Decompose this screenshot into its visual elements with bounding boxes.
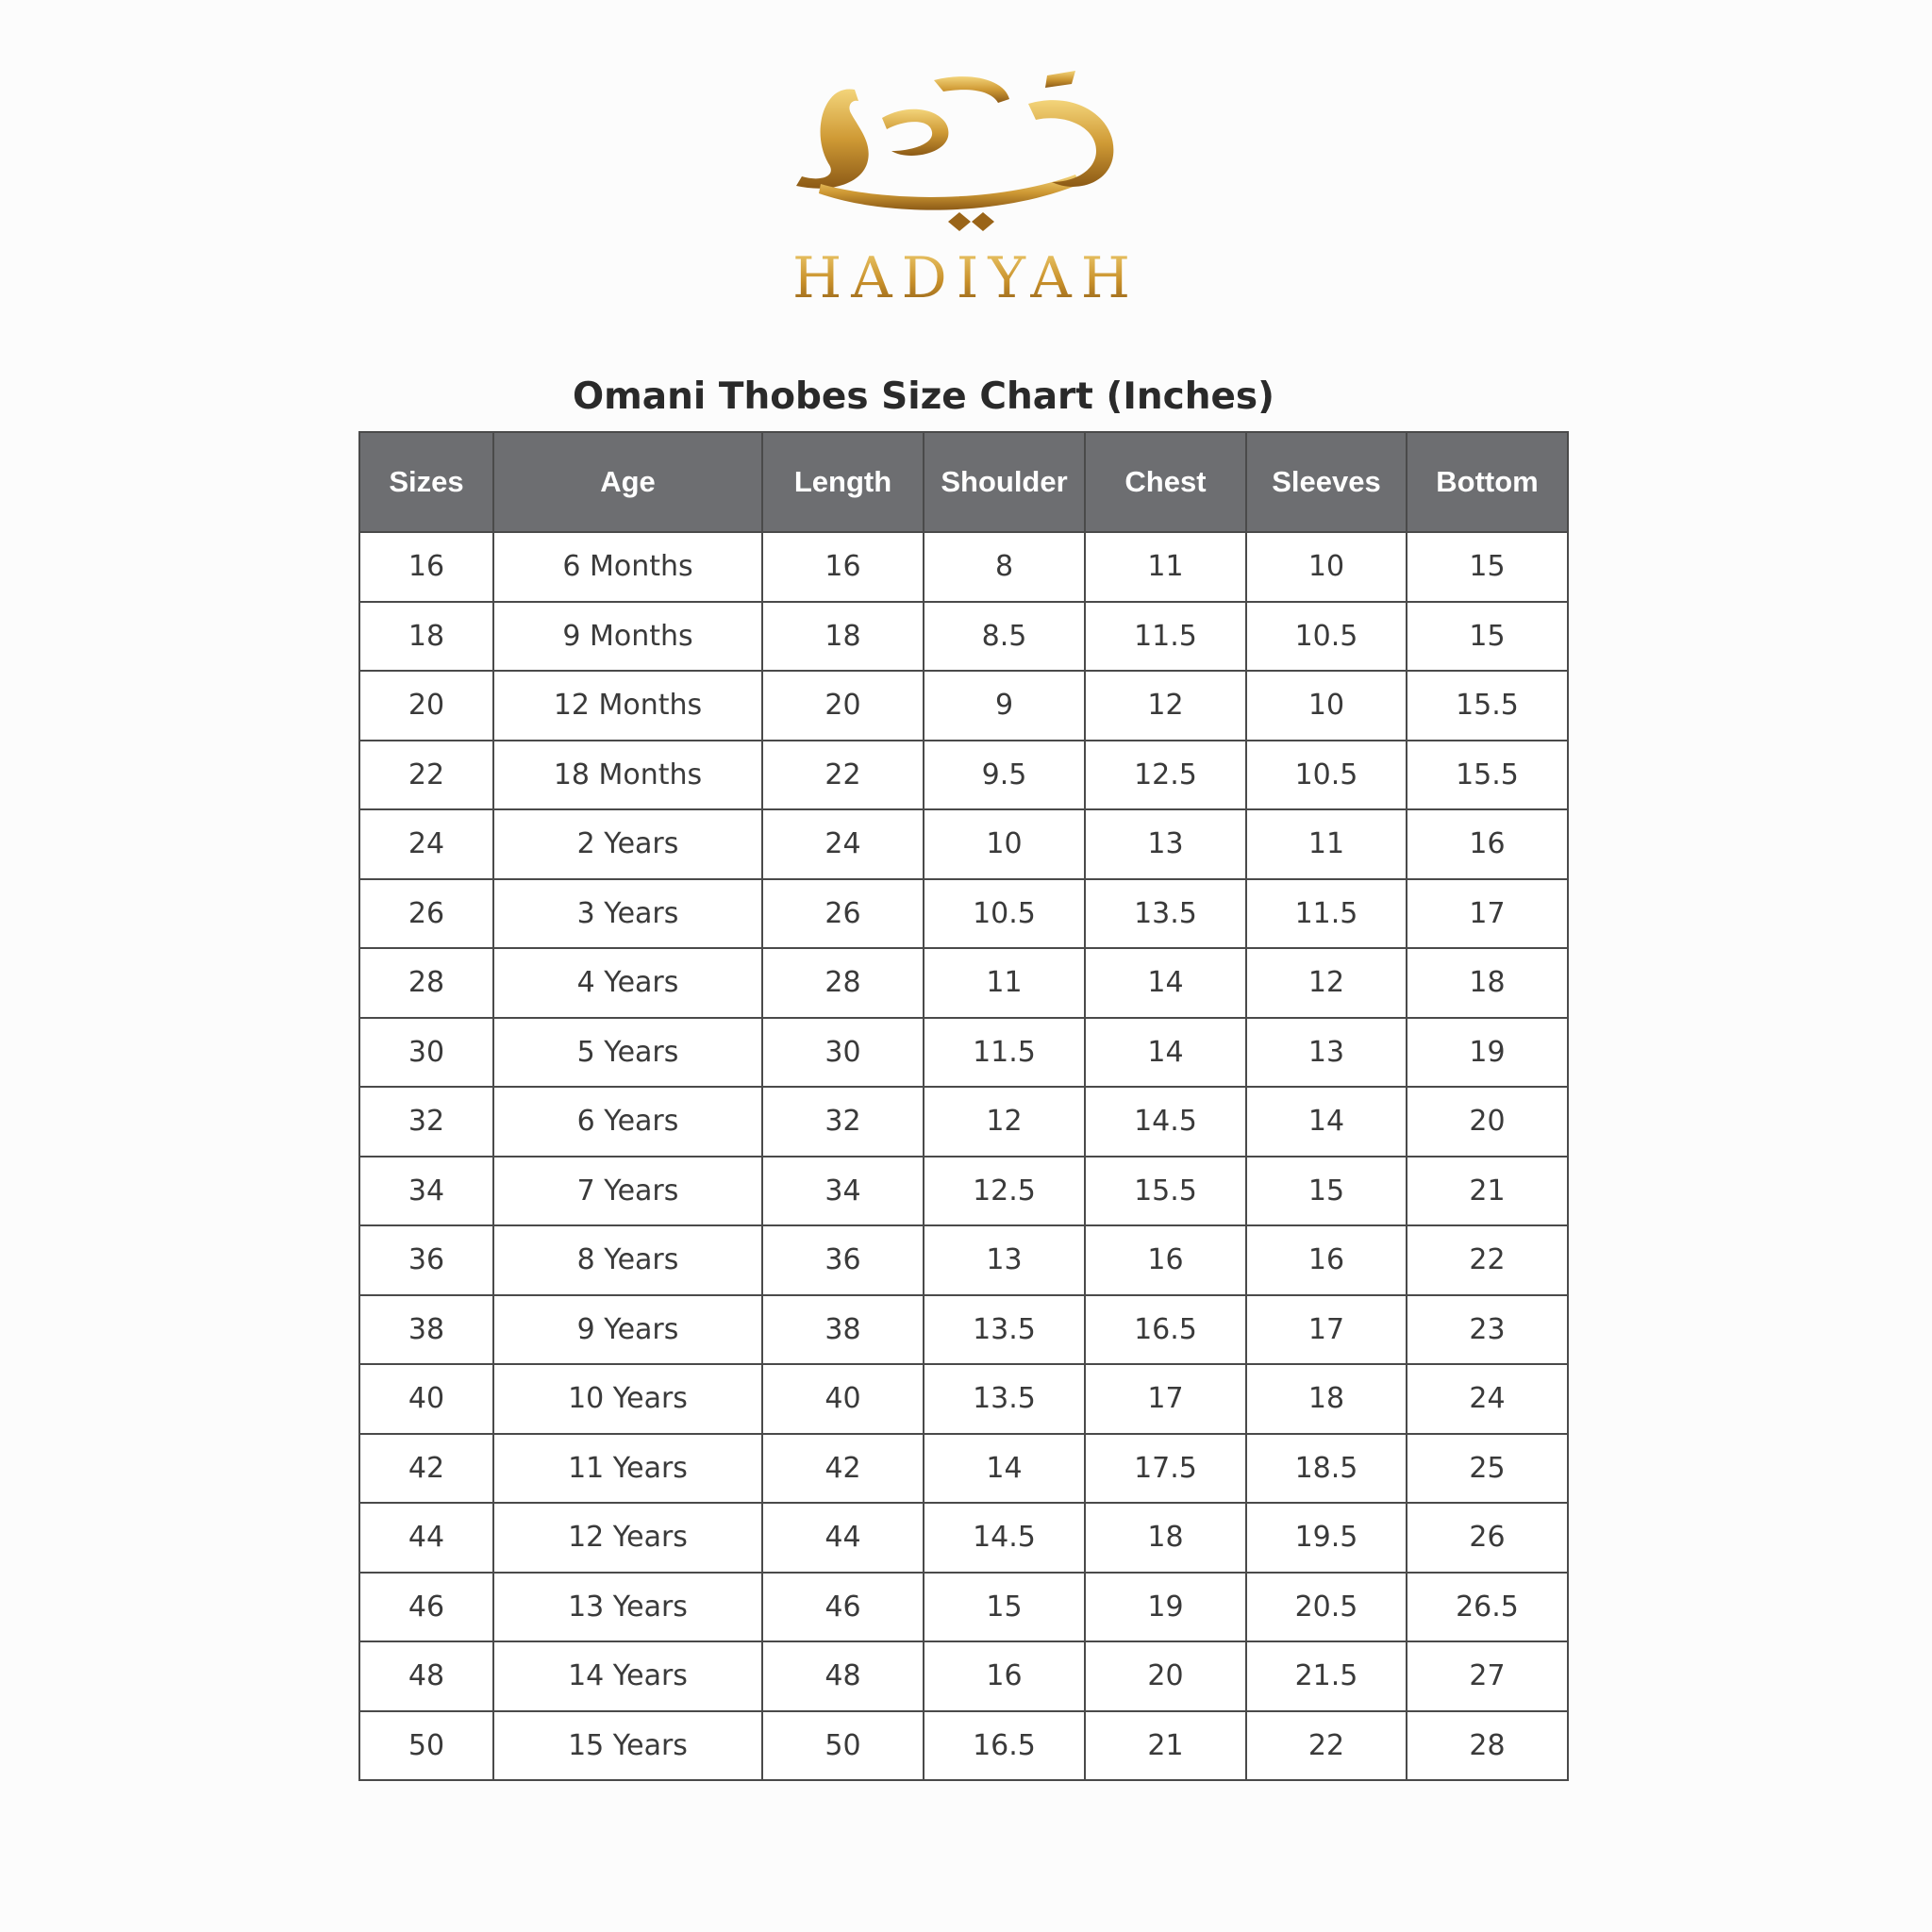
table-cell-length: 28 bbox=[762, 948, 924, 1018]
table-cell-bottom: 15 bbox=[1407, 602, 1568, 672]
table-cell-sizes: 16 bbox=[359, 532, 493, 602]
table-cell-bottom: 15.5 bbox=[1407, 671, 1568, 741]
column-header-sizes: Sizes bbox=[359, 432, 493, 532]
table-cell-age: 5 Years bbox=[493, 1018, 762, 1088]
table-cell-sizes: 18 bbox=[359, 602, 493, 672]
table-row bbox=[359, 809, 1568, 879]
table-cell-chest: 14.5 bbox=[1085, 1087, 1246, 1157]
table-row bbox=[359, 1018, 1568, 1088]
table-cell-length: 44 bbox=[762, 1503, 924, 1573]
table-cell-length: 34 bbox=[762, 1157, 924, 1226]
table-cell-bottom: 19 bbox=[1407, 1018, 1568, 1088]
table-cell-age: 10 Years bbox=[493, 1364, 762, 1434]
table-cell-length: 40 bbox=[762, 1364, 924, 1434]
table-cell-length: 42 bbox=[762, 1434, 924, 1504]
table-cell-sizes: 42 bbox=[359, 1434, 493, 1504]
size-chart-table bbox=[358, 431, 1569, 1781]
table-cell-shoulder: 16.5 bbox=[924, 1711, 1085, 1781]
table-cell-sleeves: 18.5 bbox=[1246, 1434, 1407, 1504]
table-cell-age: 3 Years bbox=[493, 879, 762, 949]
table-cell-sleeves: 14 bbox=[1246, 1087, 1407, 1157]
table-cell-length: 16 bbox=[762, 532, 924, 602]
table-cell-bottom: 25 bbox=[1407, 1434, 1568, 1504]
table-cell-shoulder: 12.5 bbox=[924, 1157, 1085, 1226]
table-cell-sizes: 30 bbox=[359, 1018, 493, 1088]
column-header-age: Age bbox=[493, 432, 762, 532]
table-cell-shoulder: 9 bbox=[924, 671, 1085, 741]
table-cell-sleeves: 18 bbox=[1246, 1364, 1407, 1434]
table-cell-chest: 14 bbox=[1085, 1018, 1246, 1088]
table-cell-shoulder: 16 bbox=[924, 1641, 1085, 1711]
table-cell-chest: 12.5 bbox=[1085, 741, 1246, 810]
table-cell-chest: 14 bbox=[1085, 948, 1246, 1018]
table-cell-age: 13 Years bbox=[493, 1573, 762, 1642]
table-cell-chest: 16.5 bbox=[1085, 1295, 1246, 1365]
table-cell-chest: 16 bbox=[1085, 1225, 1246, 1295]
table-cell-sizes: 46 bbox=[359, 1573, 493, 1642]
table-cell-sleeves: 10 bbox=[1246, 532, 1407, 602]
table-cell-length: 30 bbox=[762, 1018, 924, 1088]
table-row bbox=[359, 1364, 1568, 1434]
table-cell-bottom: 27 bbox=[1407, 1641, 1568, 1711]
table-cell-chest: 18 bbox=[1085, 1503, 1246, 1573]
table-cell-chest: 11.5 bbox=[1085, 602, 1246, 672]
table-cell-sizes: 44 bbox=[359, 1503, 493, 1573]
table-cell-bottom: 20 bbox=[1407, 1087, 1568, 1157]
table-row bbox=[359, 1434, 1568, 1504]
brand-wordmark: HADIYAH bbox=[0, 245, 1932, 311]
table-cell-shoulder: 12 bbox=[924, 1087, 1085, 1157]
table-cell-sizes: 24 bbox=[359, 809, 493, 879]
table-cell-length: 46 bbox=[762, 1573, 924, 1642]
table-cell-shoulder: 14 bbox=[924, 1434, 1085, 1504]
table-cell-age: 9 Years bbox=[493, 1295, 762, 1365]
table-cell-age: 14 Years bbox=[493, 1641, 762, 1711]
table-cell-bottom: 15.5 bbox=[1407, 741, 1568, 810]
table-row bbox=[359, 879, 1568, 949]
table-cell-sizes: 22 bbox=[359, 741, 493, 810]
table-cell-shoulder: 8 bbox=[924, 532, 1085, 602]
table-cell-length: 26 bbox=[762, 879, 924, 949]
table-cell-sleeves: 15 bbox=[1246, 1157, 1407, 1226]
table-cell-age: 9 Months bbox=[493, 602, 762, 672]
table-cell-chest: 13.5 bbox=[1085, 879, 1246, 949]
table-header-row bbox=[359, 432, 1568, 532]
table-row bbox=[359, 1503, 1568, 1573]
table-cell-shoulder: 11 bbox=[924, 948, 1085, 1018]
table-row bbox=[359, 1087, 1568, 1157]
table-cell-age: 18 Months bbox=[493, 741, 762, 810]
table-cell-chest: 15.5 bbox=[1085, 1157, 1246, 1226]
table-cell-sleeves: 22 bbox=[1246, 1711, 1407, 1781]
page-title: Omani Thobes Size Chart (Inches) bbox=[573, 375, 1274, 418]
table-row bbox=[359, 671, 1568, 741]
column-header-shoulder: Shoulder bbox=[924, 432, 1085, 532]
table-cell-bottom: 18 bbox=[1407, 948, 1568, 1018]
table-cell-chest: 20 bbox=[1085, 1641, 1246, 1711]
table-cell-bottom: 23 bbox=[1407, 1295, 1568, 1365]
table-cell-shoulder: 14.5 bbox=[924, 1503, 1085, 1573]
table-cell-shoulder: 9.5 bbox=[924, 741, 1085, 810]
table-cell-chest: 11 bbox=[1085, 532, 1246, 602]
table-cell-bottom: 16 bbox=[1407, 809, 1568, 879]
table-cell-shoulder: 10.5 bbox=[924, 879, 1085, 949]
table-cell-length: 32 bbox=[762, 1087, 924, 1157]
table-row bbox=[359, 602, 1568, 672]
table-cell-sizes: 34 bbox=[359, 1157, 493, 1226]
table-row bbox=[359, 1641, 1568, 1711]
table-row bbox=[359, 948, 1568, 1018]
table-cell-sizes: 20 bbox=[359, 671, 493, 741]
table-cell-chest: 17.5 bbox=[1085, 1434, 1246, 1504]
table-cell-sizes: 48 bbox=[359, 1641, 493, 1711]
table-body bbox=[359, 532, 1568, 1780]
table-cell-chest: 19 bbox=[1085, 1573, 1246, 1642]
table-cell-sizes: 38 bbox=[359, 1295, 493, 1365]
table-cell-sizes: 26 bbox=[359, 879, 493, 949]
table-cell-age: 7 Years bbox=[493, 1157, 762, 1226]
table-cell-bottom: 22 bbox=[1407, 1225, 1568, 1295]
table-cell-bottom: 24 bbox=[1407, 1364, 1568, 1434]
column-header-chest: Chest bbox=[1085, 432, 1246, 532]
table-cell-shoulder: 11.5 bbox=[924, 1018, 1085, 1088]
table-cell-age: 4 Years bbox=[493, 948, 762, 1018]
table-cell-age: 2 Years bbox=[493, 809, 762, 879]
table-cell-shoulder: 13 bbox=[924, 1225, 1085, 1295]
table-cell-sleeves: 10.5 bbox=[1246, 602, 1407, 672]
table-cell-length: 20 bbox=[762, 671, 924, 741]
table-cell-age: 12 Months bbox=[493, 671, 762, 741]
table-row bbox=[359, 1711, 1568, 1781]
table-cell-sleeves: 12 bbox=[1246, 948, 1407, 1018]
column-header-bottom: Bottom bbox=[1407, 432, 1568, 532]
table-row bbox=[359, 741, 1568, 810]
table-cell-bottom: 26 bbox=[1407, 1503, 1568, 1573]
brand-logo bbox=[0, 52, 1932, 325]
table-cell-age: 11 Years bbox=[493, 1434, 762, 1504]
table-cell-shoulder: 13.5 bbox=[924, 1364, 1085, 1434]
table-cell-sizes: 50 bbox=[359, 1711, 493, 1781]
table-cell-sizes: 40 bbox=[359, 1364, 493, 1434]
table-cell-chest: 17 bbox=[1085, 1364, 1246, 1434]
table-cell-sizes: 28 bbox=[359, 948, 493, 1018]
table-cell-shoulder: 10 bbox=[924, 809, 1085, 879]
table-row bbox=[359, 1157, 1568, 1226]
table-cell-sizes: 36 bbox=[359, 1225, 493, 1295]
table-row bbox=[359, 532, 1568, 602]
table-cell-length: 18 bbox=[762, 602, 924, 672]
table-cell-chest: 13 bbox=[1085, 809, 1246, 879]
table-row bbox=[359, 1295, 1568, 1365]
table-cell-length: 38 bbox=[762, 1295, 924, 1365]
table-cell-sleeves: 19.5 bbox=[1246, 1503, 1407, 1573]
column-header-sleeves: Sleeves bbox=[1246, 432, 1407, 532]
table-cell-sleeves: 20.5 bbox=[1246, 1573, 1407, 1642]
table-cell-sleeves: 10 bbox=[1246, 671, 1407, 741]
table-cell-age: 15 Years bbox=[493, 1711, 762, 1781]
table-cell-sizes: 32 bbox=[359, 1087, 493, 1157]
table-cell-bottom: 21 bbox=[1407, 1157, 1568, 1226]
table-cell-length: 24 bbox=[762, 809, 924, 879]
table-cell-sleeves: 10.5 bbox=[1246, 741, 1407, 810]
table-row bbox=[359, 1573, 1568, 1642]
table-cell-shoulder: 8.5 bbox=[924, 602, 1085, 672]
table-cell-sleeves: 16 bbox=[1246, 1225, 1407, 1295]
table-cell-age: 6 Months bbox=[493, 532, 762, 602]
table-cell-bottom: 15 bbox=[1407, 532, 1568, 602]
table-cell-shoulder: 13.5 bbox=[924, 1295, 1085, 1365]
table-cell-bottom: 17 bbox=[1407, 879, 1568, 949]
table-cell-shoulder: 15 bbox=[924, 1573, 1085, 1642]
table-cell-length: 48 bbox=[762, 1641, 924, 1711]
table-cell-age: 8 Years bbox=[493, 1225, 762, 1295]
table-cell-age: 12 Years bbox=[493, 1503, 762, 1573]
table-cell-sleeves: 21.5 bbox=[1246, 1641, 1407, 1711]
table-cell-sleeves: 13 bbox=[1246, 1018, 1407, 1088]
column-header-length: Length bbox=[762, 432, 924, 532]
table-cell-length: 50 bbox=[762, 1711, 924, 1781]
arabic-calligraphy-logo bbox=[792, 61, 1141, 250]
table-cell-sleeves: 17 bbox=[1246, 1295, 1407, 1365]
table-cell-sleeves: 11.5 bbox=[1246, 879, 1407, 949]
table-cell-chest: 12 bbox=[1085, 671, 1246, 741]
table-cell-bottom: 28 bbox=[1407, 1711, 1568, 1781]
table-cell-bottom: 26.5 bbox=[1407, 1573, 1568, 1642]
table-cell-sleeves: 11 bbox=[1246, 809, 1407, 879]
table-cell-age: 6 Years bbox=[493, 1087, 762, 1157]
table-cell-length: 22 bbox=[762, 741, 924, 810]
table-cell-length: 36 bbox=[762, 1225, 924, 1295]
table-row bbox=[359, 1225, 1568, 1295]
table-cell-chest: 21 bbox=[1085, 1711, 1246, 1781]
